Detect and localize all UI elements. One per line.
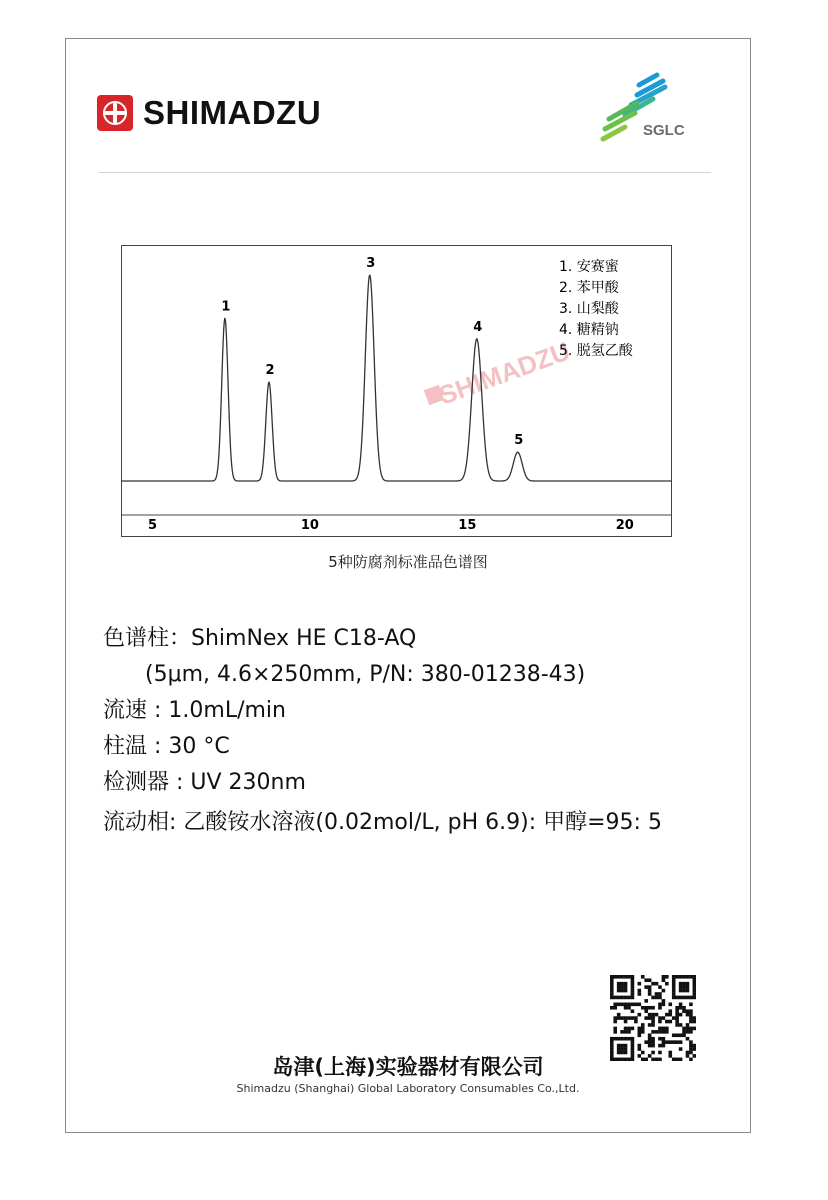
peak-label-1: 1 xyxy=(221,299,231,315)
company-name-cn: 岛津(上海)实验器材有限公司 xyxy=(272,1055,544,1079)
legend-entry: 2. 苯甲酸 xyxy=(559,280,619,296)
x-tick-label: 15 xyxy=(458,518,477,533)
spec-mobile-phase: 流动相: 乙酸铵水溶液(0.02mol/L, pH 6.9): 甲醇=95: 5 xyxy=(103,810,662,835)
qr-code-icon xyxy=(610,975,696,1061)
x-tick-label: 20 xyxy=(615,518,634,533)
company-name-en: Shimadzu (Shanghai) Global Laboratory Consumables Co.,Ltd. xyxy=(236,1082,580,1095)
chart-caption: 5种防腐剂标准品色谱图 xyxy=(328,553,488,571)
spec-column-detail: (5μm, 4.6×250mm, P/N: 380-01238-43) xyxy=(145,662,586,687)
watermark-text: SHIMADZU xyxy=(434,335,574,411)
x-tick-label: 10 xyxy=(300,518,319,533)
legend-entry: 5. 脱氢乙酸 xyxy=(559,343,633,359)
header-divider xyxy=(99,172,711,173)
sglc-logo xyxy=(591,71,711,151)
spec-flow: 流速 : 1.0mL/min xyxy=(103,698,286,723)
spec-column: 色谱柱：ShimNex HE C18-AQ xyxy=(103,626,417,651)
legend-entry: 1. 安赛蜜 xyxy=(559,259,619,275)
peak-label-5: 5 xyxy=(514,433,524,449)
x-tick-label: 5 xyxy=(147,518,158,533)
spec-list xyxy=(103,621,662,841)
shimadzu-mark-icon xyxy=(97,95,133,131)
product-card xyxy=(65,38,751,1133)
partner-name: SGLC xyxy=(643,122,685,139)
spec-temp: 柱温 : 30 °C xyxy=(103,734,230,759)
shimadzu-logo xyxy=(97,93,321,133)
spec-detector: 检测器 : UV 230nm xyxy=(103,770,306,795)
peak-label-4: 4 xyxy=(473,319,483,335)
legend-entry: 3. 山梨酸 xyxy=(559,301,619,317)
peak-label-3: 3 xyxy=(366,256,376,271)
brand-name: SHIMADZU xyxy=(143,94,322,131)
chromatogram-chart xyxy=(121,245,672,537)
legend-entry: 4. 糖精钠 xyxy=(559,322,619,338)
peak-label-2: 2 xyxy=(265,363,275,379)
